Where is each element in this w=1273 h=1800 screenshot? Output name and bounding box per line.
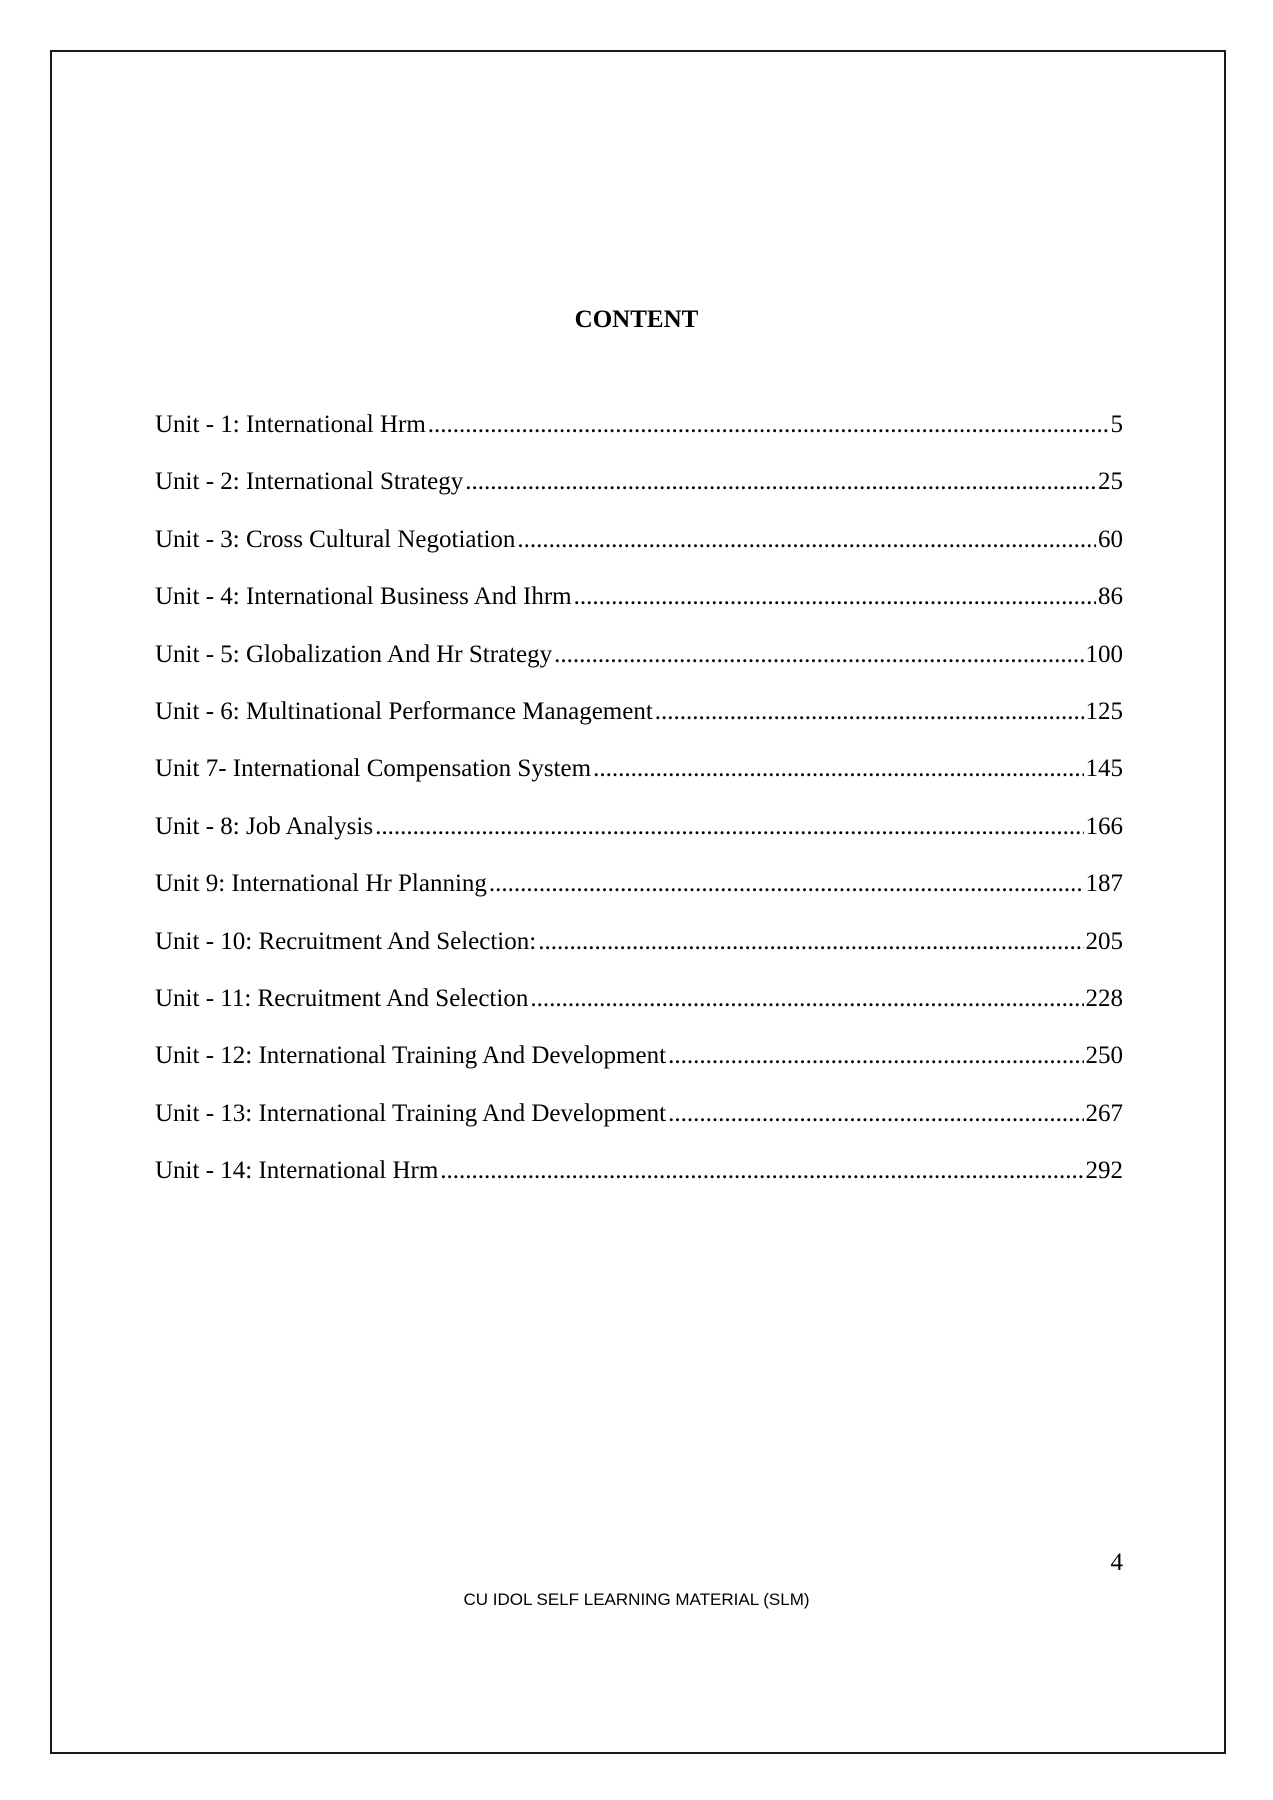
toc-dot-leader [668, 1036, 1083, 1076]
toc-dot-leader [574, 577, 1096, 617]
table-of-contents [155, 405, 1123, 1208]
toc-entry-page: 187 [1085, 870, 1123, 898]
toc-entry-unit-1[interactable] [155, 405, 1123, 462]
toc-entry-page: 60 [1098, 525, 1123, 553]
toc-entry-unit-2[interactable] [155, 462, 1123, 519]
toc-entry-label: Unit - 12: International Training And Development [155, 1042, 667, 1070]
toc-entry-page: 100 [1085, 640, 1123, 668]
toc-entry-page: 5 [1110, 411, 1123, 438]
toc-entry-label: Unit - 5: Globalization And Hr Strategy [155, 640, 553, 668]
page-number: 4 [1110, 1549, 1123, 1576]
toc-entry-unit-6[interactable] [155, 692, 1123, 749]
toc-dot-leader [465, 462, 1096, 502]
toc-entry-page: 267 [1085, 1099, 1123, 1127]
toc-entry-label: Unit - 8: Job Analysis [155, 812, 374, 840]
toc-entry-unit-7[interactable] [155, 749, 1123, 806]
toc-entry-label: Unit - 3: Cross Cultural Negotiation [155, 525, 516, 553]
toc-entry-page: 166 [1085, 812, 1123, 840]
toc-dot-leader [428, 405, 1109, 445]
toc-entry-label: Unit - 2: International Strategy [155, 468, 464, 496]
toc-entry-unit-12[interactable] [155, 1036, 1123, 1093]
toc-dot-leader [530, 979, 1083, 1019]
toc-entry-unit-8[interactable] [155, 807, 1123, 864]
toc-entry-unit-9[interactable] [155, 864, 1123, 921]
toc-dot-leader [668, 1094, 1083, 1134]
toc-dot-leader [375, 807, 1083, 847]
toc-entry-page: 125 [1085, 697, 1123, 725]
toc-dot-leader [593, 749, 1083, 789]
toc-entry-page: 25 [1098, 468, 1123, 496]
toc-entry-unit-5[interactable] [155, 635, 1123, 692]
toc-entry-page: 205 [1085, 927, 1123, 955]
toc-entry-label: Unit 9: International Hr Planning [155, 870, 487, 898]
toc-entry-label: Unit 7- International Compensation System [155, 755, 592, 783]
toc-entry-page: 228 [1085, 984, 1123, 1012]
toc-entry-unit-13[interactable] [155, 1094, 1123, 1151]
toc-dot-leader [655, 692, 1084, 732]
toc-entry-label: Unit - 13: International Training And Development [155, 1099, 667, 1127]
toc-dot-leader [554, 635, 1083, 675]
toc-entry-label: Unit - 14: International Hrm [155, 1157, 439, 1185]
toc-entry-unit-10[interactable] [155, 922, 1123, 979]
toc-entry-label: Unit - 10: Recruitment And Selection: [155, 927, 537, 955]
toc-entry-unit-11[interactable] [155, 979, 1123, 1036]
toc-entry-page: 145 [1085, 755, 1123, 783]
toc-entry-label: Unit - 1: International Hrm [155, 411, 426, 438]
toc-dot-leader [489, 864, 1084, 904]
toc-entry-page: 86 [1098, 583, 1123, 611]
page-footer: CU IDOL SELF LEARNING MATERIAL (SLM) [463, 1590, 810, 1609]
toc-entry-label: Unit - 6: Multinational Performance Management [155, 697, 653, 725]
toc-dot-leader [517, 520, 1096, 560]
toc-entry-unit-4[interactable] [155, 577, 1123, 634]
toc-dot-leader [440, 1151, 1083, 1191]
toc-dot-leader [538, 922, 1083, 962]
toc-entry-label: Unit - 11: Recruitment And Selection [155, 984, 529, 1012]
toc-entry-unit-14[interactable] [155, 1151, 1123, 1208]
toc-entry-page: 292 [1085, 1157, 1123, 1185]
toc-entry-label: Unit - 4: International Business And Ihrm [155, 583, 572, 611]
toc-entry-page: 250 [1085, 1042, 1123, 1070]
page-title: CONTENT [574, 306, 699, 333]
toc-entry-unit-3[interactable] [155, 520, 1123, 577]
